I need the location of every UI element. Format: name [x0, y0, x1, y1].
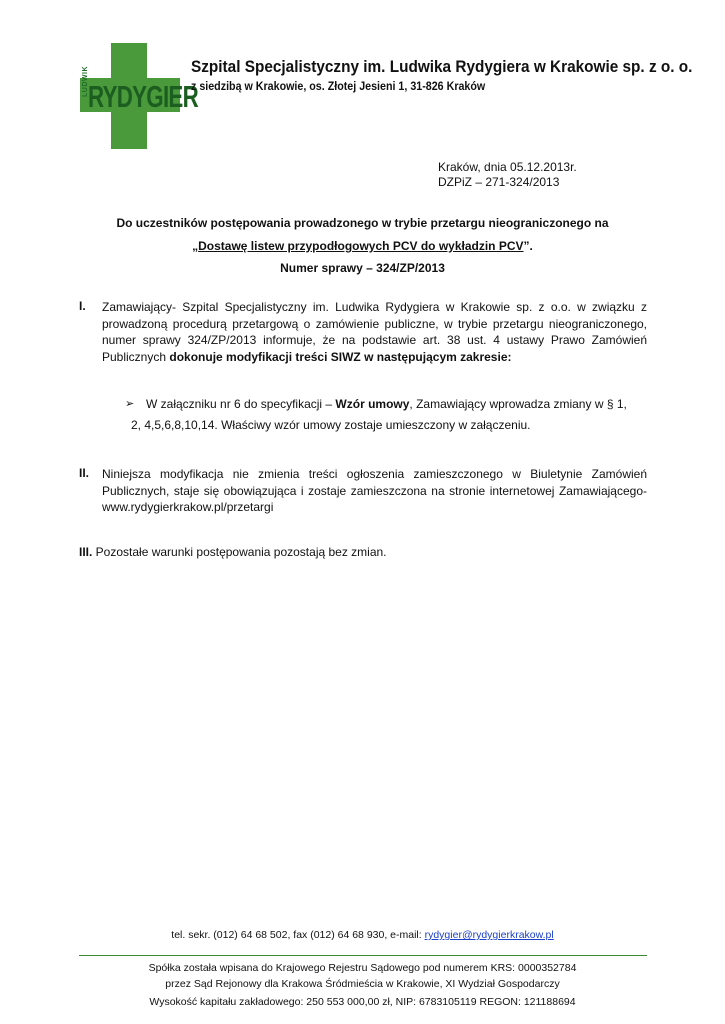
document-reference: DZPiZ – 271-324/2013 [438, 175, 560, 189]
section-3 [79, 545, 387, 559]
hospital-address: z siedzibą w Krakowie, os. Złotej Jesieni 1, 31-826 Kraków [191, 81, 486, 93]
bullet-line-1-end: , Zamawiający wprowadza zmiany w § 1, [409, 397, 627, 411]
section-1-label: I. [79, 299, 86, 313]
title-open-quote: „ [192, 239, 199, 253]
section-2-label: II. [79, 466, 90, 480]
footer-court: przez Sąd Rejonowy dla Krakowa Śródmieścia w Krakowie, XI Wydział Gospodarczy [165, 978, 560, 990]
bullet-arrow-icon: ➢ [125, 398, 135, 410]
logo-big-text: RYDYGIER [88, 79, 199, 114]
title-line-1: Do uczestników postępowania prowadzonego w trybie przetargu nieograniczonego na [116, 216, 609, 230]
footer-contact [0, 929, 725, 941]
document-date: Kraków, dnia 05.12.2013r. [438, 160, 577, 174]
footer-krs: Spółka została wpisana do Krajowego Rejestru Sądowego pod numerem KRS: 0000352784 [148, 962, 577, 974]
title-close-quote: ”. [523, 239, 533, 253]
footer-divider [79, 955, 647, 956]
case-number: Numer sprawy – 324/ZP/2013 [280, 261, 445, 275]
logo-small-text: LUDWIK [82, 66, 89, 97]
bullet-line-1-start: W załączniku nr 6 do specyfikacji – [146, 397, 336, 411]
tender-subject: Dostawę listew przypodłogowych PCV do wykładzin PCV [198, 239, 524, 253]
section-1-text [102, 299, 647, 365]
footer-capital: Wysokość kapitału zakładowego: 250 553 000,00 zł, NIP: 6783105119 REGON: 121188694 [149, 996, 576, 1008]
title-line-2 [60, 239, 665, 253]
footer-contact-text: tel. sekr. (012) 64 68 502, fax (012) 64 68 930, e-mail: [171, 929, 425, 941]
section-1-bold: dokonuje modyfikacji treści SIWZ w następującym zakresie: [169, 349, 512, 364]
bullet-line-1 [146, 397, 627, 411]
hospital-name: Szpital Specjalistyczny im. Ludwika Rydygiera w Krakowie sp. z o. o. [191, 58, 693, 76]
section-3-text: Pozostałe warunki postępowania pozostają bez zmian. [92, 545, 387, 559]
date-block [438, 160, 577, 190]
bullet-line-2: 2, 4,5,6,8,10,14. Właściwy wzór umowy zostaje umieszczony w załączeniu. [131, 418, 531, 432]
section-3-label: III. [79, 545, 93, 559]
hospital-logo [80, 43, 199, 149]
bullet-line-1-bold: Wzór umowy [335, 397, 410, 411]
footer-email-link[interactable]: rydygier@rydygierkrakow.pl [424, 929, 554, 941]
section-1-plain: Zamawiający- Szpital Specjalistyczny im. Ludwika Rydygiera w Krakowie sp. z o.o. w związku z prowadzoną procedurą przetargową o zamówienie publiczne, w trybie przetargu nieograniczonego, numer sprawy 324/ZP/2013 informuje, że na podstawie art. 38 ust. 4 ustawy Prawo Zamówień Publicznych [102, 300, 647, 364]
section-2-text: Niniejsza modyfikacja nie zmienia treści ogłoszenia zamieszczonego w Biuletynie Zamówień Publicznych, staje się obowiązująca i zostaje zamieszczona na stronie internetowej Zamawiającego- www.rydygierkrakow.pl/przetargi [102, 467, 647, 514]
